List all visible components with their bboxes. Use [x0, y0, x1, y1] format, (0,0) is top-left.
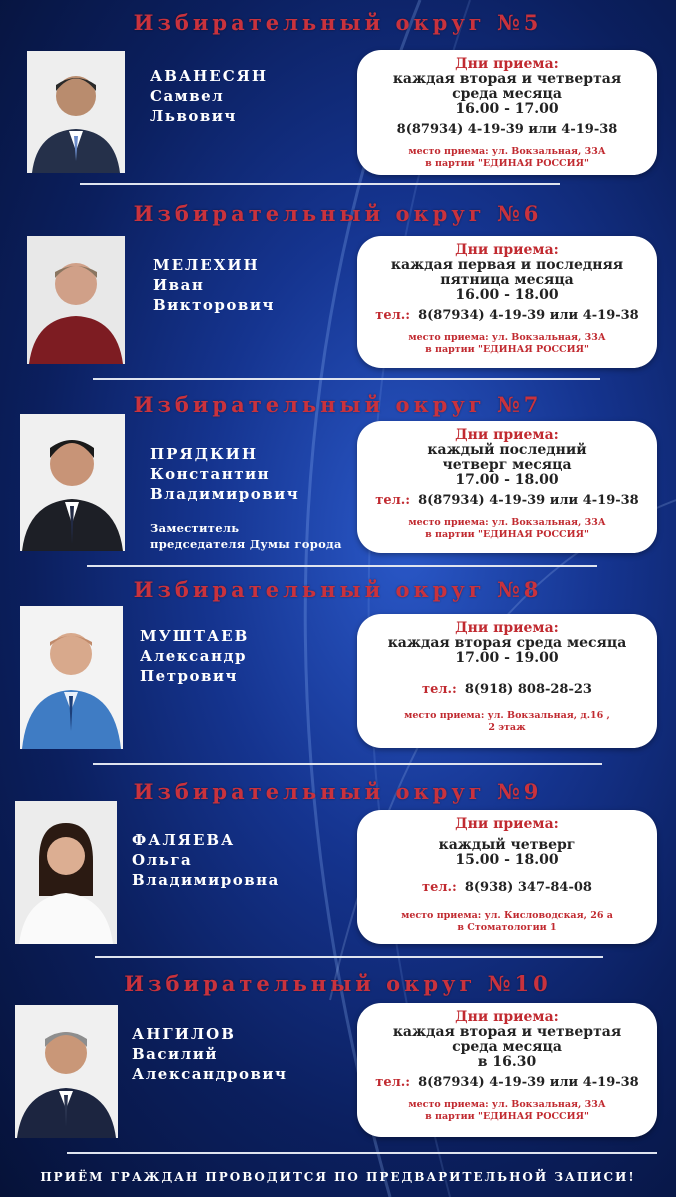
surname: АВАНЕСЯН — [150, 67, 269, 85]
middle-name: Александрович — [132, 1065, 288, 1083]
schedule-line: каждая вторая среда месяца — [387, 635, 627, 651]
schedule-line: среда месяца — [452, 86, 562, 102]
deputy-name — [140, 626, 249, 686]
phone-number — [357, 308, 657, 324]
reception-place — [357, 332, 657, 362]
deputy-photo — [27, 51, 125, 173]
divider — [87, 565, 597, 567]
phone-number — [357, 122, 657, 138]
divider — [93, 378, 600, 380]
deputy-role — [150, 520, 342, 552]
schedule-line: каждая вторая и четвертая — [392, 71, 622, 87]
schedule-line: 16.00 - 18.00 — [455, 287, 559, 303]
deputy-photo — [27, 236, 125, 364]
middle-name: Владимирович — [150, 485, 300, 503]
district-title: Избирательный округ №8 — [133, 577, 543, 602]
phone-number — [357, 880, 657, 896]
footer-notice: ПРИЁМ ГРАЖДАН ПРОВОДИТСЯ ПО ПРЕДВАРИТЕЛЬНОЙ ЗАПИСИ! — [40, 1170, 636, 1184]
deputy-photo — [15, 801, 117, 944]
phone-label: тел.: — [422, 682, 457, 697]
divider — [67, 1152, 657, 1154]
deputy-name — [153, 255, 275, 315]
divider — [95, 956, 603, 958]
schedule-line: 17.00 - 18.00 — [455, 472, 559, 488]
reception-card — [357, 236, 657, 368]
reception-header: Дни приема: — [455, 242, 559, 258]
deputy-photo — [20, 414, 125, 551]
reception-place — [357, 910, 657, 940]
deputy-name — [150, 444, 299, 504]
deputy-photo — [15, 1005, 118, 1138]
place-line: 2 этаж — [488, 722, 526, 733]
schedule-line: каждый четверг — [438, 837, 576, 853]
phone-label: тел.: — [375, 1075, 411, 1090]
first-name: Василий — [132, 1045, 218, 1063]
place-line: место приема: ул. Кисловодская, 26 а — [401, 910, 613, 921]
place-line: в Стоматологии 1 — [457, 922, 557, 933]
reception-card — [357, 810, 657, 944]
place-line: место приема: ул. Вокзальная, д.16 , — [404, 710, 610, 721]
district-title: Избирательный округ №9 — [133, 779, 543, 804]
reception-place — [357, 517, 657, 547]
place-line: место приема: ул. Вокзальная, 33А — [408, 146, 606, 157]
reception-header: Дни приема: — [455, 620, 559, 636]
phone-value: 8(918) 808-28-23 — [464, 682, 592, 697]
reception-card — [357, 614, 657, 748]
phone-value: 8(938) 347-84-08 — [464, 880, 592, 895]
phone-number — [357, 493, 657, 509]
first-name: Константин — [150, 465, 271, 483]
schedule-line: пятница месяца — [440, 272, 574, 288]
reception-place — [357, 146, 657, 176]
reception-place — [357, 710, 657, 740]
schedule-line: 17.00 - 19.00 — [455, 650, 559, 666]
phone-value: 8(87934) 4-19-39 или 4-19-38 — [418, 308, 639, 323]
middle-name: Викторович — [153, 296, 275, 314]
schedule-line: среда месяца — [452, 1039, 562, 1055]
surname: ФАЛЯЕВА — [132, 831, 236, 849]
surname: АНГИЛОВ — [132, 1025, 236, 1043]
phone-value: 8(87934) 4-19-39 или 4-19-38 — [418, 493, 639, 508]
reception-header: Дни приема: — [455, 1009, 559, 1025]
schedule-line: в 16.30 — [477, 1054, 537, 1070]
deputy-name — [132, 830, 280, 890]
role-line: Заместитель — [150, 521, 240, 535]
first-name: Ольга — [132, 851, 193, 869]
phone-value: 8(87934) 4-19-39 или 4-19-38 — [418, 1075, 639, 1090]
deputy-name — [150, 66, 268, 126]
reception-card — [357, 1003, 657, 1137]
divider — [93, 763, 602, 765]
surname: ПРЯДКИН — [150, 445, 258, 463]
phone-value: 8(87934) 4-19-39 или 4-19-38 — [396, 122, 618, 137]
middle-name: Петрович — [140, 667, 239, 685]
phone-number — [357, 682, 657, 698]
divider — [80, 183, 560, 185]
district-title: Избирательный округ №7 — [133, 392, 543, 417]
phone-label: тел.: — [422, 880, 457, 895]
reception-header: Дни приема: — [455, 427, 559, 443]
place-line: в партии "ЕДИНАЯ РОССИЯ" — [425, 158, 589, 169]
first-name: Иван — [153, 276, 205, 294]
place-line: место приема: ул. Вокзальная, 33А — [408, 332, 606, 343]
district-title: Избирательный округ №5 — [133, 10, 543, 35]
deputy-name — [132, 1024, 288, 1084]
phone-number — [357, 1075, 657, 1091]
surname: МЕЛЕХИН — [153, 256, 260, 274]
reception-header: Дни приема: — [455, 56, 559, 72]
schedule-line: 15.00 - 18.00 — [455, 852, 559, 868]
middle-name: Львович — [150, 107, 237, 125]
reception-card — [357, 50, 657, 175]
schedule-line: каждая вторая и четвертая — [392, 1024, 622, 1040]
phone-label: тел.: — [375, 493, 411, 508]
reception-header: Дни приема: — [455, 816, 559, 832]
schedule-line: каждый последний — [427, 442, 587, 458]
schedule-line: четверг месяца — [442, 457, 572, 473]
place-line: место приема: ул. Вокзальная, 33А — [408, 1099, 606, 1110]
schedule-line: каждая первая и последняя — [390, 257, 624, 273]
reception-card — [357, 421, 657, 553]
phone-label: тел.: — [375, 308, 411, 323]
role-line: председателя Думы города — [150, 537, 342, 551]
middle-name: Владимировна — [132, 871, 280, 889]
reception-place — [357, 1099, 657, 1129]
place-line: место приема: ул. Вокзальная, 33А — [408, 517, 606, 528]
district-title: Избирательный округ №6 — [133, 201, 543, 226]
place-line: в партии "ЕДИНАЯ РОССИЯ" — [425, 344, 589, 355]
district-title: Избирательный округ №10 — [124, 971, 552, 996]
first-name: Александр — [140, 647, 247, 665]
place-line: в партии "ЕДИНАЯ РОССИЯ" — [425, 1111, 589, 1122]
surname: МУШТАЕВ — [140, 627, 250, 645]
schedule-line: 16.00 - 17.00 — [455, 101, 559, 117]
first-name: Самвел — [150, 87, 225, 105]
place-line: в партии "ЕДИНАЯ РОССИЯ" — [425, 529, 589, 540]
deputy-photo — [20, 606, 123, 749]
